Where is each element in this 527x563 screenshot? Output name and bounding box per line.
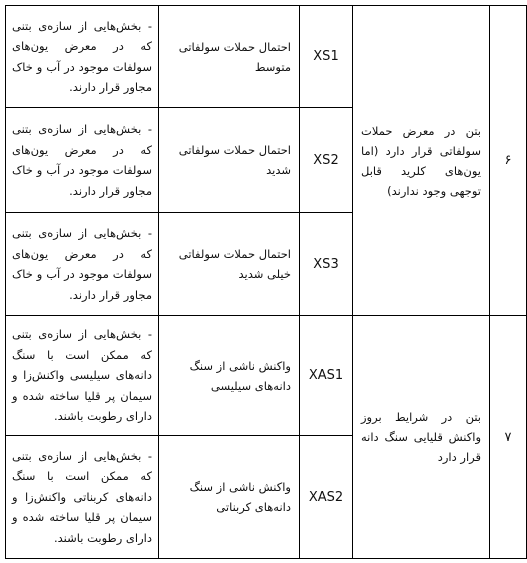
examples-cell	[6, 316, 159, 436]
examples-cell	[6, 108, 159, 213]
class-description-cell	[159, 316, 300, 436]
environment-description: بتن در شرایط بروز واکنش قلیایی سنگ دانه قرار دارد	[361, 410, 481, 464]
class-code: XS1	[313, 49, 339, 64]
examples-text: - بخش‌هایی از سازه‌ی بتنی که در معرض یون‌های سولفات موجود در آب و خاک مجاور قرار دارند.	[12, 18, 152, 94]
class-description: احتمال حملات سولفاتی خیلی شدید	[178, 247, 291, 281]
row-number-cell	[490, 6, 527, 316]
class-code: XS3	[313, 256, 339, 272]
class-code: XS2	[313, 152, 339, 168]
class-description-cell	[159, 213, 300, 316]
class-code-cell	[300, 316, 353, 436]
examples-text: - بخش‌هایی از سازه‌ی بتنی که ممکن است با سنگ دانه‌های سیلیسی واکنش‌زا و سیمان پر قلیا ساخته شده و دارای رطوبت باشند.	[12, 327, 152, 424]
exposure-class-table	[5, 5, 527, 559]
row-number: ۷	[504, 429, 512, 445]
class-description: احتمال حملات سولفاتی شدید	[178, 143, 291, 177]
class-code: XAS1	[308, 368, 344, 383]
class-description: احتمال حملات سولفاتی متوسط	[178, 39, 291, 74]
class-description-cell	[159, 6, 300, 108]
table-row	[6, 6, 527, 108]
environment-cell	[353, 6, 490, 316]
class-code-cell	[300, 108, 353, 213]
class-description-cell	[159, 436, 300, 559]
class-description-cell	[159, 108, 300, 213]
class-description: واکنش ناشی از سنگ دانه‌های کربناتی	[189, 480, 291, 514]
row-number: ۶	[504, 153, 512, 168]
class-code: XAS2	[308, 489, 344, 505]
examples-text: - بخش‌هایی از سازه‌ی بتنی که در معرض یون‌های سولفات موجود در آب و خاک مجاور قرار دارند.	[12, 226, 152, 302]
examples-cell	[6, 6, 159, 108]
class-description: واکنش ناشی از سنگ دانه‌های سیلیسی	[189, 358, 291, 393]
examples-cell	[6, 213, 159, 316]
class-code-cell	[300, 213, 353, 316]
examples-cell	[6, 436, 159, 559]
examples-text: - بخش‌هایی از سازه‌ی بتنی که در معرض یون‌های سولفات موجود در آب و خاک مجاور قرار دارند.	[12, 122, 152, 198]
environment-cell	[353, 316, 490, 559]
row-number-cell	[490, 316, 527, 559]
class-code-cell	[300, 6, 353, 108]
environment-description: بتن در معرض حملات سولفاتی قرار دارد (اما یون‌های کلرید قابل توجهی وجود ندارند)	[361, 123, 481, 198]
class-code-cell	[300, 436, 353, 559]
table-row	[6, 316, 527, 436]
examples-text: - بخش‌هایی از سازه‌ی بتنی که ممکن است با سنگ دانه‌های کربناتی واکنش‌زا و سیمان پر قلیا ساخته شده و دارای رطوبت باشند.	[12, 448, 152, 545]
